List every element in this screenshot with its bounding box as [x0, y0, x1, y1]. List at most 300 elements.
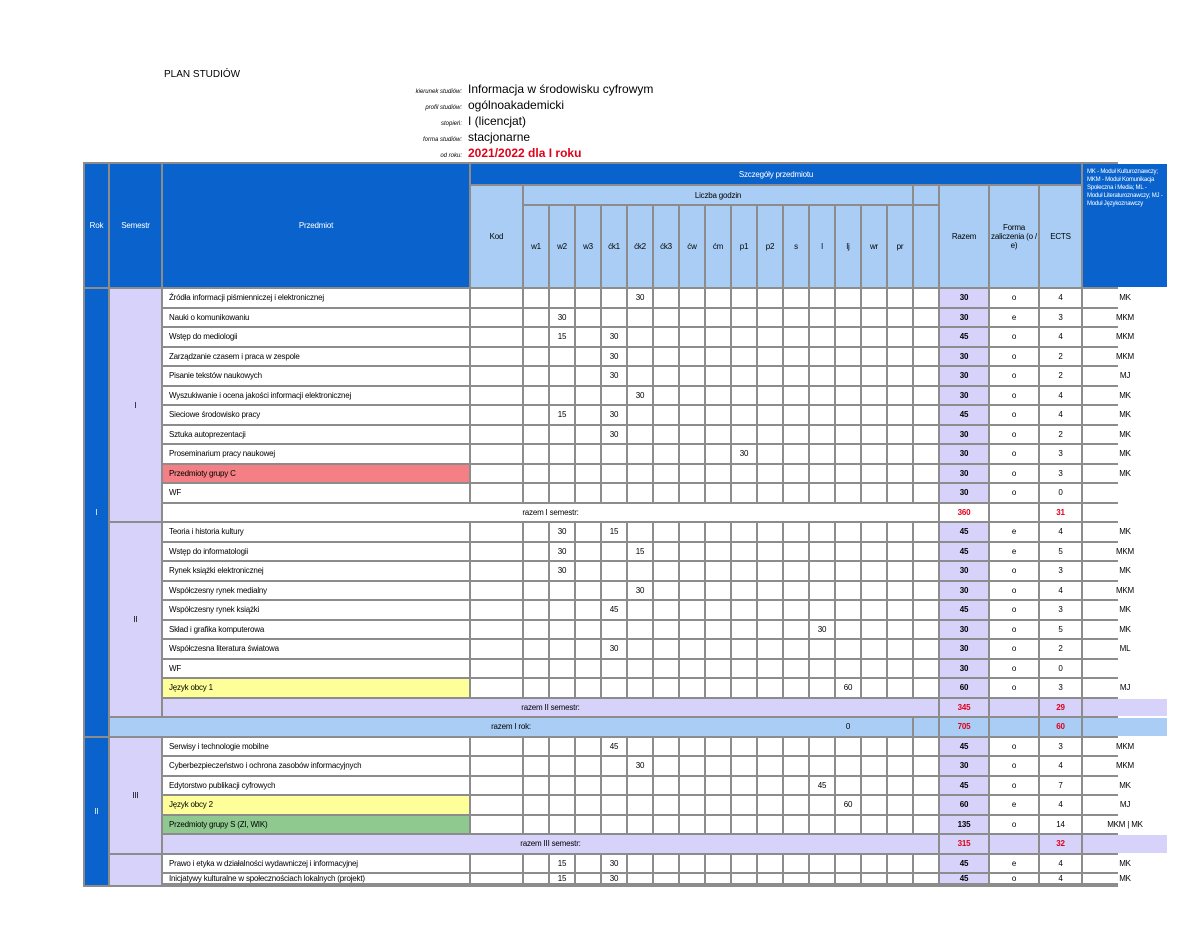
sem1-row-5-hour-3 [576, 367, 600, 385]
header-hour-15: pr [888, 206, 912, 287]
sem2-row-1-ects: 4 [1040, 523, 1081, 541]
sem2-row-3-hour-13 [836, 562, 860, 580]
sem3-row-1-hour-3 [576, 738, 600, 756]
header-hour-14: wr [862, 206, 886, 287]
semester-cell-2: II [110, 523, 161, 716]
sem3-row-4-hour-2 [550, 796, 574, 814]
sem2-row-1-hour-9 [732, 523, 756, 541]
sem1-row-8-modul: MK [1083, 426, 1167, 444]
sem3-row-3-hour-1 [524, 777, 548, 795]
sem2-row-5-modul: MK [1083, 601, 1167, 619]
sem3-row-5-razem: 135 [940, 816, 988, 834]
sem1-row-11-hour-9 [732, 484, 756, 502]
sem1-row-11-hour-11 [784, 484, 808, 502]
sem3-row-2-hour-12 [810, 757, 834, 775]
sem1-row-7-modul: MK [1083, 406, 1167, 424]
sem2-row-4-hour-blank [914, 582, 938, 600]
sem2-row-1-hour-8 [706, 523, 730, 541]
sem1-row-1-kod [471, 289, 522, 307]
sem1-row-2-hour-blank [914, 309, 938, 327]
sem2-sum-modul [1083, 699, 1167, 717]
sem1-row-7-ects: 4 [1040, 406, 1081, 424]
sem3-row-5-hour-3 [576, 816, 600, 834]
sem1-row-4-subject: Zarządzanie czasem i praca w zespole [163, 348, 469, 366]
sem1-sum-label: razem I semestr: [163, 504, 938, 522]
sem2-row-9-hour-1 [524, 679, 548, 697]
header-ects: ECTS [1040, 186, 1081, 287]
sem1-row-4-kod [471, 348, 522, 366]
sem3-row-2-hour-11 [784, 757, 808, 775]
sem1-row-7-razem: 45 [940, 406, 988, 424]
sem4-row-1-subject: Prawo i etyka w działalności wydawniczej i informacyjnej [163, 855, 469, 873]
sem1-row-5-hour-1 [524, 367, 548, 385]
sem1-row-11-hour-4 [602, 484, 626, 502]
sem1-row-5-modul: MJ [1083, 367, 1167, 385]
sem3-row-3-hour-6 [654, 777, 678, 795]
sem1-row-2-hour-4 [602, 309, 626, 327]
sem2-row-3-hour-12 [810, 562, 834, 580]
sem1-row-7-hour-6 [654, 406, 678, 424]
sem2-row-7-hour-2 [550, 640, 574, 658]
sem2-row-1-modul: MK [1083, 523, 1167, 541]
sem3-row-5-modul: MKM | MK [1083, 816, 1167, 834]
sem3-row-2-modul: MKM [1083, 757, 1167, 775]
header-hour-3: w3 [576, 206, 600, 287]
sem1-row-5-hour-10 [758, 367, 782, 385]
meta-label: profil studiów: [425, 105, 462, 111]
sem2-row-5-hour-1 [524, 601, 548, 619]
sem3-row-3-hour-10 [758, 777, 782, 795]
sem1-row-2-hour-8 [706, 309, 730, 327]
sem3-row-5-hour-4 [602, 816, 626, 834]
sem3-row-2-hour-9 [732, 757, 756, 775]
sem2-row-2-hour-5: 15 [628, 543, 652, 561]
sem1-row-5-hour-13 [836, 367, 860, 385]
sem1-row-2-subject: Nauki o komunikowaniu [163, 309, 469, 327]
sem2-row-2-hour-11 [784, 543, 808, 561]
sem2-row-1-hour-13 [836, 523, 860, 541]
sem3-row-4-modul: MJ [1083, 796, 1167, 814]
sem1-row-11-hour-15 [888, 484, 912, 502]
sem3-row-2-hour-13 [836, 757, 860, 775]
sem1-row-4-hour-6 [654, 348, 678, 366]
sem1-row-6-hour-10 [758, 387, 782, 405]
sem3-row-1-subject: Serwisy i technologie mobilne [163, 738, 469, 756]
sem1-row-5-hour-4: 30 [602, 367, 626, 385]
sem3-row-3-forma: o [990, 777, 1038, 795]
sem2-row-9-hour-10 [758, 679, 782, 697]
header-rok: Rok [85, 164, 108, 287]
sem1-row-1-subject: Źródła informacji piśmienniczej i elektronicznej [163, 289, 469, 307]
sem1-row-3-hour-3 [576, 328, 600, 346]
sem1-row-2-forma: e [990, 309, 1038, 327]
sem1-row-6-hour-4 [602, 387, 626, 405]
meta-row-form [300, 130, 760, 146]
header-hour-12: l [810, 206, 834, 287]
sem1-row-4-hour-13 [836, 348, 860, 366]
header-hour-6: ćk3 [654, 206, 678, 287]
sem2-row-7-hour-6 [654, 640, 678, 658]
sem2-row-4-hour-15 [888, 582, 912, 600]
sem3-row-1-modul: MKM [1083, 738, 1167, 756]
header-hour-blank [914, 206, 938, 287]
sem2-row-1-razem: 45 [940, 523, 988, 541]
header-hour-9: p1 [732, 206, 756, 287]
sem3-row-3-kod [471, 777, 522, 795]
sem3-row-4-hour-13: 60 [836, 796, 860, 814]
sem2-row-4-hour-1 [524, 582, 548, 600]
sem4-row-2-ects: 4 [1040, 874, 1081, 883]
sem1-row-11-hour-3 [576, 484, 600, 502]
sem1-row-2-modul: MKM [1083, 309, 1167, 327]
sem3-row-4-hour-15 [888, 796, 912, 814]
sem2-row-9-hour-15 [888, 679, 912, 697]
meta-value: Informacja w środowisku cyfrowym [468, 82, 654, 96]
sem1-row-8-hour-15 [888, 426, 912, 444]
sem3-row-1-hour-11 [784, 738, 808, 756]
sem3-row-4-hour-4 [602, 796, 626, 814]
sem1-row-9-ects: 3 [1040, 445, 1081, 463]
sem2-row-3-hour-8 [706, 562, 730, 580]
sem2-row-1-hour-5 [628, 523, 652, 541]
sem1-row-8-hour-6 [654, 426, 678, 444]
sem3-row-1-hour-1 [524, 738, 548, 756]
sem2-row-1-hour-12 [810, 523, 834, 541]
sem2-row-8-hour-10 [758, 660, 782, 678]
sem2-row-3-hour-9 [732, 562, 756, 580]
sem1-row-8-subject: Sztuka autoprezentacji [163, 426, 469, 444]
sem1-row-7-forma: o [990, 406, 1038, 424]
sem3-row-1-hour-8 [706, 738, 730, 756]
sem4-row-2-hour-2: 15 [550, 874, 574, 883]
sem2-row-9-hour-blank [914, 679, 938, 697]
sem3-row-5-hour-2 [550, 816, 574, 834]
sem1-row-6-hour-5: 30 [628, 387, 652, 405]
sem1-row-6-hour-1 [524, 387, 548, 405]
sem2-row-1-hour-10 [758, 523, 782, 541]
sem3-row-2-hour-7 [680, 757, 704, 775]
sem1-row-10-hour-3 [576, 465, 600, 483]
sem3-row-3-hour-11 [784, 777, 808, 795]
sem3-row-2-forma: o [990, 757, 1038, 775]
sem1-row-8-hour-14 [862, 426, 886, 444]
header-hours: Liczba godzin [524, 186, 912, 204]
sem1-row-7-hour-2: 15 [550, 406, 574, 424]
sem1-row-6-hour-blank [914, 387, 938, 405]
sem1-row-2-hour-10 [758, 309, 782, 327]
sem4-row-2-hour-14 [862, 874, 886, 883]
study-metadata [300, 82, 760, 162]
sem2-row-3-hour-14 [862, 562, 886, 580]
sem3-row-5-hour-15 [888, 816, 912, 834]
sem4-row-1-hour-1 [524, 855, 548, 873]
sem1-row-10-razem: 30 [940, 465, 988, 483]
sem2-row-2-hour-13 [836, 543, 860, 561]
sem1-row-1-modul: MK [1083, 289, 1167, 307]
sem3-row-1-hour-10 [758, 738, 782, 756]
meta-row-profile [300, 98, 760, 114]
sem3-row-5-hour-13 [836, 816, 860, 834]
sem3-row-3-hour-12: 45 [810, 777, 834, 795]
sem2-row-4-hour-3 [576, 582, 600, 600]
sem1-row-11-hour-13 [836, 484, 860, 502]
sem1-row-5-razem: 30 [940, 367, 988, 385]
sem4-row-1-hour-12 [810, 855, 834, 873]
sem2-row-1-hour-15 [888, 523, 912, 541]
sem4-row-2-kod [471, 874, 522, 883]
sem2-row-2-hour-1 [524, 543, 548, 561]
sem3-row-2-hour-14 [862, 757, 886, 775]
sem1-row-6-hour-3 [576, 387, 600, 405]
sem1-row-3-hour-9 [732, 328, 756, 346]
sem1-row-6-kod [471, 387, 522, 405]
year-cell-2: II [85, 738, 108, 886]
sem1-row-7-hour-blank [914, 406, 938, 424]
sem3-row-1-forma: o [990, 738, 1038, 756]
sem3-row-3-hour-7 [680, 777, 704, 795]
sem1-row-5-subject: Pisanie tekstów naukowych [163, 367, 469, 385]
sem1-row-3-hour-10 [758, 328, 782, 346]
sem3-sum-forma [990, 835, 1038, 853]
sem3-row-2-hour-10 [758, 757, 782, 775]
sem3-row-5-hour-11 [784, 816, 808, 834]
sem3-row-2-hour-15 [888, 757, 912, 775]
sem2-row-5-hour-11 [784, 601, 808, 619]
sem1-row-4-hour-3 [576, 348, 600, 366]
sem3-row-4-hour-blank [914, 796, 938, 814]
sem1-row-6-ects: 4 [1040, 387, 1081, 405]
sem3-row-2-ects: 4 [1040, 757, 1081, 775]
sem2-row-9-modul: MJ [1083, 679, 1167, 697]
sem2-row-6-hour-1 [524, 621, 548, 639]
sem2-row-5-subject: Współczesny rynek książki [163, 601, 469, 619]
sem2-row-3-hour-2: 30 [550, 562, 574, 580]
sem1-row-6-hour-2 [550, 387, 574, 405]
header-module-legend: MK - Moduł Kulturoznawczy; MKM - Moduł Komunikacja Społeczna i Media; ML - Moduł Literaturoznawczy; MJ - Moduł Językoznawczy [1083, 164, 1167, 287]
sem3-row-1-ects: 3 [1040, 738, 1081, 756]
sem1-row-4-hour-15 [888, 348, 912, 366]
sem1-row-2-hour-12 [810, 309, 834, 327]
header-forma: Forma zaliczenia (o / e) [990, 186, 1038, 287]
sem1-row-10-hour-13 [836, 465, 860, 483]
sem1-row-4-hour-11 [784, 348, 808, 366]
sem1-row-1-hour-4 [602, 289, 626, 307]
header-hour-7: ćw [680, 206, 704, 287]
semester-cell-4 [110, 855, 161, 886]
sem3-row-1-hour-5 [628, 738, 652, 756]
sem3-row-1-hour-4: 45 [602, 738, 626, 756]
sem1-row-6-hour-14 [862, 387, 886, 405]
sem2-row-6-modul: MK [1083, 621, 1167, 639]
sem3-row-3-hour-8 [706, 777, 730, 795]
sem1-row-10-hour-12 [810, 465, 834, 483]
meta-row-start-year [300, 146, 760, 162]
sem1-row-9-hour-14 [862, 445, 886, 463]
sem1-row-7-hour-9 [732, 406, 756, 424]
sem2-row-5-hour-14 [862, 601, 886, 619]
sem2-row-4-ects: 4 [1040, 582, 1081, 600]
sem2-row-6-hour-10 [758, 621, 782, 639]
sem1-row-9-razem: 30 [940, 445, 988, 463]
sem2-row-6-ects: 5 [1040, 621, 1081, 639]
sem3-row-4-hour-5 [628, 796, 652, 814]
sem2-row-5-ects: 3 [1040, 601, 1081, 619]
sem1-row-11-hour-10 [758, 484, 782, 502]
sem1-row-5-hour-6 [654, 367, 678, 385]
sem1-row-6-forma: o [990, 387, 1038, 405]
sem1-row-8-hour-13 [836, 426, 860, 444]
sem3-row-2-hour-6 [654, 757, 678, 775]
sem2-row-9-subject: Język obcy 1 [163, 679, 469, 697]
sem2-row-3-hour-3 [576, 562, 600, 580]
sem3-row-4-hour-8 [706, 796, 730, 814]
meta-value: I (licencjat) [468, 114, 527, 128]
sem1-row-3-hour-5 [628, 328, 652, 346]
sem1-row-2-hour-15 [888, 309, 912, 327]
sem1-row-1-hour-10 [758, 289, 782, 307]
sem1-row-1-hour-8 [706, 289, 730, 307]
sem2-row-3-hour-5 [628, 562, 652, 580]
sem1-row-7-kod [471, 406, 522, 424]
sem1-row-8-forma: o [990, 426, 1038, 444]
header-hour-2: w2 [550, 206, 574, 287]
sem1-row-10-hour-14 [862, 465, 886, 483]
sem1-row-8-hour-4: 30 [602, 426, 626, 444]
sem1-row-2-hour-11 [784, 309, 808, 327]
sem2-row-8-hour-4 [602, 660, 626, 678]
sem2-row-7-hour-11 [784, 640, 808, 658]
meta-label: stopień: [440, 121, 462, 127]
sem3-row-3-ects: 7 [1040, 777, 1081, 795]
sem2-row-9-hour-12 [810, 679, 834, 697]
sem2-row-6-hour-8 [706, 621, 730, 639]
sem2-row-1-hour-3 [576, 523, 600, 541]
sem2-row-4-hour-4 [602, 582, 626, 600]
sem1-row-4-hour-5 [628, 348, 652, 366]
sem1-row-3-kod [471, 328, 522, 346]
sem1-row-11-hour-8 [706, 484, 730, 502]
sem2-row-3-hour-4 [602, 562, 626, 580]
sem3-row-5-hour-10 [758, 816, 782, 834]
header-hour-10: p2 [758, 206, 782, 287]
sem4-row-2-hour-13 [836, 874, 860, 883]
sem2-row-2-forma: e [990, 543, 1038, 561]
sem1-row-10-hour-9 [732, 465, 756, 483]
meta-label: forma studiów: [422, 137, 462, 143]
header-hour-13: lj [836, 206, 860, 287]
sem1-row-6-hour-7 [680, 387, 704, 405]
sem3-row-1-hour-6 [654, 738, 678, 756]
sem3-row-3-hour-13 [836, 777, 860, 795]
sem2-sum-razem: 345 [940, 699, 988, 717]
sem4-row-2-hour-11 [784, 874, 808, 883]
sem2-row-3-hour-15 [888, 562, 912, 580]
sem1-row-1-razem: 30 [940, 289, 988, 307]
sem2-row-5-hour-blank [914, 601, 938, 619]
header-semestr: Semestr [110, 164, 161, 287]
sem4-row-2-hour-1 [524, 874, 548, 883]
sem2-row-8-hour-11 [784, 660, 808, 678]
sem3-sum-razem: 315 [940, 835, 988, 853]
sem4-row-1-hour-7 [680, 855, 704, 873]
sem2-row-2-razem: 45 [940, 543, 988, 561]
semester-cell-3: III [110, 738, 161, 853]
header-kod: Kod [471, 186, 522, 287]
sem1-row-10-hour-6 [654, 465, 678, 483]
sem2-row-9-hour-8 [706, 679, 730, 697]
header-hour-8: ćm [706, 206, 730, 287]
sem3-row-3-razem: 45 [940, 777, 988, 795]
sem1-row-9-hour-12 [810, 445, 834, 463]
sem4-row-2-hour-7 [680, 874, 704, 883]
sem2-row-1-hour-blank [914, 523, 938, 541]
sem1-row-9-hour-1 [524, 445, 548, 463]
sem1-row-1-hour-1 [524, 289, 548, 307]
sem3-sum-ects: 32 [1040, 835, 1081, 853]
year1-sum-blank [914, 718, 938, 736]
sem2-row-4-hour-12 [810, 582, 834, 600]
sem3-row-4-hour-10 [758, 796, 782, 814]
sem2-row-9-razem: 60 [940, 679, 988, 697]
sem2-row-5-hour-7 [680, 601, 704, 619]
sem2-row-6-hour-9 [732, 621, 756, 639]
sem2-row-6-hour-14 [862, 621, 886, 639]
sem4-row-1-ects: 4 [1040, 855, 1081, 873]
sem3-row-5-kod [471, 816, 522, 834]
sem2-row-7-hour-5 [628, 640, 652, 658]
sem1-row-3-hour-15 [888, 328, 912, 346]
sem1-row-10-forma: o [990, 465, 1038, 483]
sem3-row-5-hour-14 [862, 816, 886, 834]
sem4-row-2-hour-5 [628, 874, 652, 883]
sem2-row-2-hour-14 [862, 543, 886, 561]
sem3-row-5-forma: o [990, 816, 1038, 834]
sem3-row-2-hour-8 [706, 757, 730, 775]
sem2-row-6-hour-7 [680, 621, 704, 639]
sem2-row-7-hour-blank [914, 640, 938, 658]
header-przedmiot: Przedmiot [163, 164, 469, 287]
sem3-row-2-subject: Cyberbezpieczeństwo i ochrona zasobów informacyjnych [163, 757, 469, 775]
sem2-row-1-hour-4: 15 [602, 523, 626, 541]
sem4-row-2-hour-4: 30 [602, 874, 626, 883]
sem2-row-1-hour-1 [524, 523, 548, 541]
sem1-row-3-hour-12 [810, 328, 834, 346]
sem3-row-4-razem: 60 [940, 796, 988, 814]
sem3-row-1-hour-7 [680, 738, 704, 756]
sem3-row-4-hour-9 [732, 796, 756, 814]
sem2-row-7-hour-14 [862, 640, 886, 658]
sem1-row-3-hour-4: 30 [602, 328, 626, 346]
sem3-row-5-hour-1 [524, 816, 548, 834]
sem3-row-1-hour-9 [732, 738, 756, 756]
sem2-row-3-ects: 3 [1040, 562, 1081, 580]
meta-row-degree [300, 114, 760, 130]
sem1-row-9-forma: o [990, 445, 1038, 463]
sem2-row-3-subject: Rynek książki elektronicznej [163, 562, 469, 580]
sem2-row-2-ects: 5 [1040, 543, 1081, 561]
sem1-row-3-hour-8 [706, 328, 730, 346]
sem2-row-4-hour-13 [836, 582, 860, 600]
sem1-row-1-hour-13 [836, 289, 860, 307]
sem2-row-5-hour-12 [810, 601, 834, 619]
sem1-row-3-subject: Wstęp do mediologii [163, 328, 469, 346]
sem2-row-3-modul: MK [1083, 562, 1167, 580]
sem3-row-4-hour-11 [784, 796, 808, 814]
sem2-row-6-forma: o [990, 621, 1038, 639]
sem2-row-1-forma: e [990, 523, 1038, 541]
meta-value-highlight: 2021/2022 dla I roku [468, 146, 582, 160]
sem2-row-1-hour-7 [680, 523, 704, 541]
